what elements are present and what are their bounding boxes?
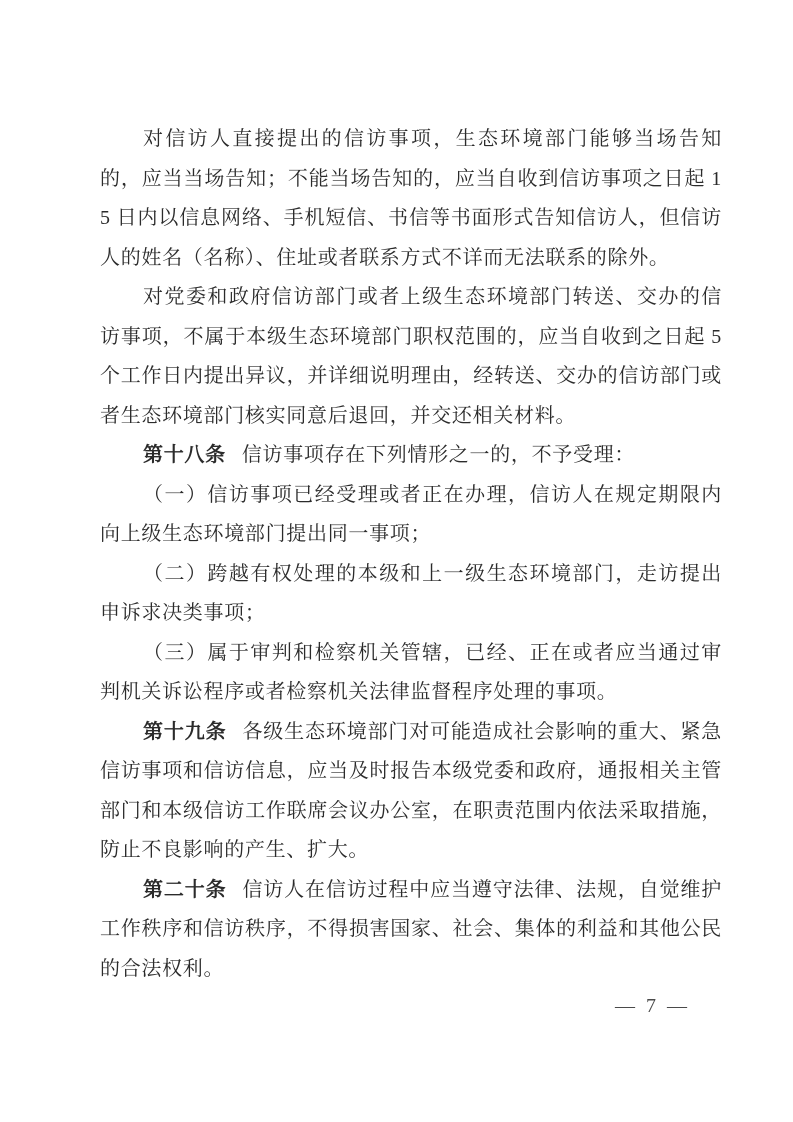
article-19-number: 第十九条: [143, 720, 227, 743]
paragraph-item-3: （三）属于审判和检察机关管辖，已经、正在或者应当通过审判机关诉讼程序或者检察机关法律监督程序处理的事项。: [100, 641, 722, 703]
article-18-number: 第十八条: [143, 444, 226, 466]
paragraph-item-2: （二）跨越有权处理的本级和上一级生态环境部门，走访提出申诉求决类事项；: [100, 562, 722, 624]
paragraph-item-1: （一）信访事项已经受理或者正在办理，信访人在规定期限内向上级生态环境部门提出同一事项；: [100, 483, 722, 545]
article-20-text: 信访人在信访过程中应当遵守法律、法规，自觉维护工作秩序和信访秩序，不得损害国家、社会、集体的利益和其他公民的合法权利。: [100, 878, 722, 980]
page-number: — 7 —: [615, 995, 690, 1017]
article-19-text: 各级生态环境部门对可能造成社会影响的重大、紧急信访事项和信访信息，应当及时报告本级党委和政府，通报相关主管部门和本级信访工作联席会议办公室，在职责范围内依法采取措施，防止不良影响的产生、扩大。: [100, 720, 722, 861]
paragraph-article-20: [100, 871, 722, 990]
paragraph-transferred-matters: 对党委和政府信访部门或者上级生态环境部门转送、交办的信访事项，不属于本级生态环境部门职权范围的，应当自收到之日起 5 个工作日内提出异议，并详细说明理由，经转送、交办的信访部门或者生态环境部门核实同意后退回，并交还相关材料。: [100, 286, 722, 427]
paragraph-notify-petitioner: 对信访人直接提出的信访事项，生态环境部门能够当场告知的，应当当场告知；不能当场告知的，应当自收到信访事项之日起 15 日内以信息网络、手机短信、书信等书面形式告知信访人，但信访人的姓名（名称）、住址或者联系方式不详而无法联系的除外。: [100, 128, 722, 269]
paragraph-article-19: [100, 713, 722, 871]
paragraph-article-18: [100, 436, 722, 476]
document-body: [100, 120, 722, 989]
article-20-number: 第二十条: [143, 878, 227, 901]
article-18-text: 信访事项存在下列情形之一的，不予受理：: [241, 444, 636, 466]
